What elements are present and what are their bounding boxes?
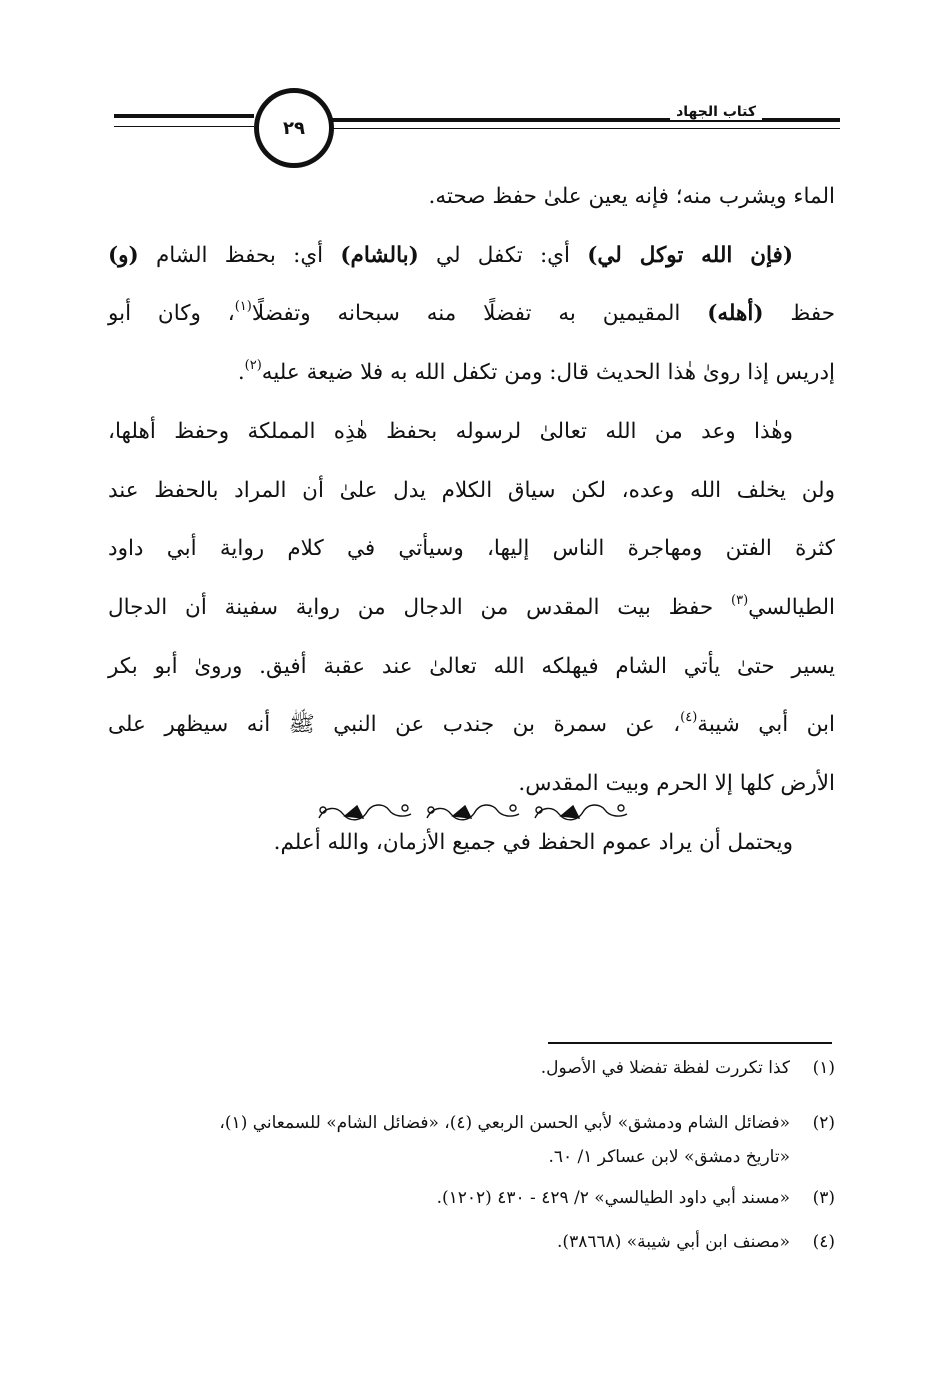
page-number-badge xyxy=(254,88,334,168)
footnote-ref[interactable]: (١) xyxy=(234,299,252,315)
page-header xyxy=(108,88,838,178)
paragraph-line: إدريس إذا روىٰ هٰذا الحديث قال: ومن تكفل الله به فلا ضيعة عليه$^{(٢)}$. xyxy=(237,358,835,386)
footnote-text: «مسند أبي داود الطيالسي» ٢/ ٤٢٩ - ٤٣٠ (١٢٠٢). xyxy=(436,1188,790,1208)
page-number: ٢٩ xyxy=(283,117,305,139)
header-rule-right xyxy=(770,118,840,129)
paragraph-line: ابن أبي شيبة$^{(٤)}$، عن سمرة بن جندب عن النبي ﷺ أنه سيظهر على xyxy=(108,710,836,738)
paragraph-line: كثرة الفتن ومهاجرة الناس إليها، وسيأتي في كلام رواية أبي داود xyxy=(108,536,835,562)
footnote-4 xyxy=(108,1232,835,1272)
footnote-3 xyxy=(108,1188,835,1232)
footnote-text: «فضائل الشام ودمشق» لأبي الحسن الربعي (٤)، «فضائل الشام» للسمعاني (١)، xyxy=(219,1113,790,1133)
footnote-number: (٣) xyxy=(812,1188,835,1208)
paragraph-line: (فإن الله توكل لي) أي: تكفل لي (بالشام) أي: بحفظ الشام (و) xyxy=(108,242,793,268)
footnote-text: «مصنف ابن أبي شيبة» (٣٨٦٦٨). xyxy=(557,1232,790,1252)
footnote-ref[interactable]: (٣) xyxy=(731,592,749,608)
header-rule-left xyxy=(114,114,254,127)
paragraph-line: الماء ويشرب منه؛ فإنه يعين علىٰ حفظ صحته. xyxy=(428,184,835,209)
footnote-text-continued: «تاريخ دمشق» لابن عساكر ١/ ٦٠. xyxy=(548,1147,790,1167)
body-text xyxy=(108,168,835,872)
footnote-number: (٢) xyxy=(812,1113,835,1133)
section-ornament-icon xyxy=(315,796,631,830)
paragraph-line: الأرض كلها إلا الحرم وبيت المقدس. xyxy=(518,771,835,797)
footnote-ref[interactable]: (٤) xyxy=(680,710,698,726)
footnote-2 xyxy=(108,1106,835,1188)
bold-phrase: (و) xyxy=(108,242,139,268)
footnote-text: كذا تكررت لفظة تفضلا في الأصول. xyxy=(540,1058,790,1078)
paragraph-line: حفظ (أهله) المقيمين به تفضلًا منه سبحانه وتفضلًا$^{(١)}$، وكان أبو xyxy=(108,299,835,327)
bold-phrase: (بالشام) xyxy=(340,242,419,268)
footnotes xyxy=(108,1058,835,1272)
footnote-1 xyxy=(108,1058,835,1106)
bold-phrase: (أهله) xyxy=(707,301,764,327)
bold-phrase: (فإن الله توكل لي) xyxy=(587,242,793,268)
paragraph-line: يسير حتىٰ يأتي الشام فيهلكه الله تعالىٰ عند عقبة أفيق. وروىٰ أبو بكر xyxy=(108,653,835,679)
paragraph-line: ولن يخلف الله وعده، لكن سياق الكلام يدل علىٰ أن المراد بالحفظ عند xyxy=(108,477,835,503)
footnote-separator xyxy=(548,1042,832,1044)
paragraph-line: وهٰذا وعد من الله تعالىٰ لرسوله بحفظ هٰذِه المملكة وحفظ أهلها، xyxy=(108,418,793,444)
footnote-number: (٤) xyxy=(812,1232,835,1252)
footnote-ref[interactable]: (٢) xyxy=(244,358,262,374)
paragraph-line: ويحتمل أن يراد عموم الحفظ في جميع الأزمان، والله أعلم. xyxy=(273,829,793,855)
footnote-number: (١) xyxy=(812,1058,835,1078)
paragraph-line: الطيالسي$^{(٣)}$ حفظ بيت المقدس من الدجال من رواية سفينة أن الدجال xyxy=(108,592,835,620)
running-title: كتاب الجهاد xyxy=(670,104,762,120)
